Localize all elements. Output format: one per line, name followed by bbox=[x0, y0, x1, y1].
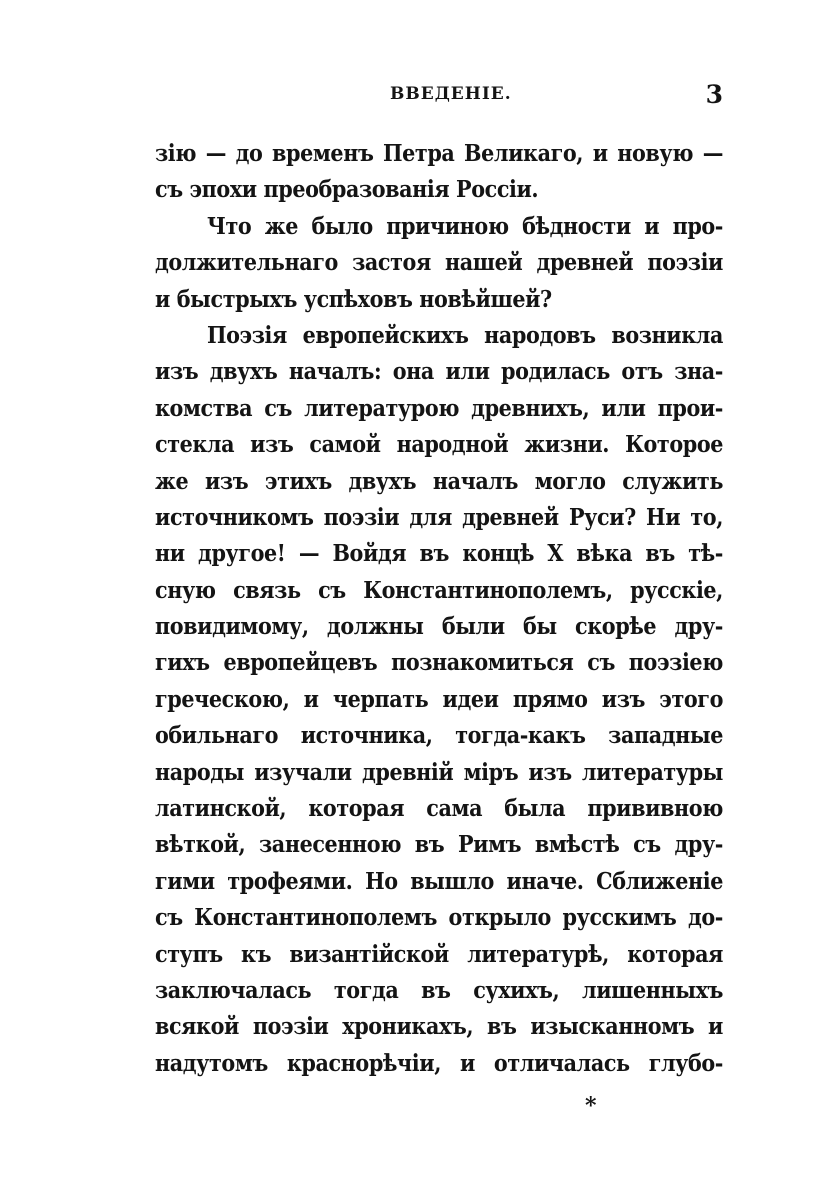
text-line: ни другое! — Войдя въ концѣ X вѣка въ тѣ- bbox=[155, 540, 723, 568]
text-line: народы изучали древній міръ изъ литературы bbox=[155, 758, 723, 786]
text-line: сную связь съ Константинополемъ, русскіе, bbox=[155, 576, 723, 604]
text-line: Поэзія европейскихъ народовъ возникла bbox=[207, 321, 723, 349]
text-line: и быстрыхъ успѣховъ новѣйшей? bbox=[155, 285, 552, 313]
body-text bbox=[155, 136, 723, 1082]
running-head bbox=[155, 80, 723, 114]
text-line: повидимому, должны были бы скорѣе дру- bbox=[155, 613, 723, 641]
text-line: съ эпохи преобразованія Россіи. bbox=[155, 176, 539, 204]
text-line: латинской, которая сама была прививною bbox=[155, 795, 723, 823]
text-line: заключалась тогда въ сухихъ, лишенныхъ bbox=[155, 976, 723, 1004]
text-line: вѣткой, занесенною въ Римъ вмѣстѣ съ дру- bbox=[155, 831, 723, 859]
text-line: изъ двухъ началъ: она или родилась отъ зна- bbox=[155, 358, 723, 386]
text-line: съ Константинополемъ открыло русскимъ до- bbox=[155, 904, 723, 932]
text-line: же изъ этихъ двухъ началъ могло служить bbox=[155, 467, 723, 495]
text-line: зію — до временъ Петра Великаго, и новую — bbox=[155, 140, 723, 167]
signature-mark: * bbox=[585, 1093, 597, 1119]
text-line: должительнаго застоя нашей древней поэзіи bbox=[155, 249, 723, 277]
text-line: стекла изъ самой народной жизни. Которое bbox=[155, 431, 723, 459]
text-line: комства съ литературою древнихъ, или прои- bbox=[155, 394, 723, 422]
text-line: гими трофеями. Но вышло иначе. Сближеніе bbox=[155, 867, 723, 895]
text-line: Что же было причиною бѣдности и про- bbox=[207, 212, 723, 240]
text-line: источникомъ поэзіи для древней Руси? Ни то, bbox=[155, 503, 723, 531]
text-line: всякой поэзіи хроникахъ, въ изысканномъ и bbox=[155, 1013, 723, 1041]
text-line: надутомъ краснорѣчіи, и отличалась глубо- bbox=[155, 1049, 723, 1077]
chapter-title: ВВЕДЕНІЕ. bbox=[390, 84, 512, 104]
text-line: обильнаго источника, тогда-какъ западные bbox=[155, 722, 723, 750]
text-line: гихъ европейцевъ познакомиться съ поэзіею bbox=[155, 649, 723, 677]
page-number: 3 bbox=[705, 80, 723, 109]
text-line: ступъ къ византійской литературѣ, которая bbox=[155, 940, 723, 968]
text-line: греческою, и черпать идеи прямо изъ этого bbox=[155, 685, 723, 713]
